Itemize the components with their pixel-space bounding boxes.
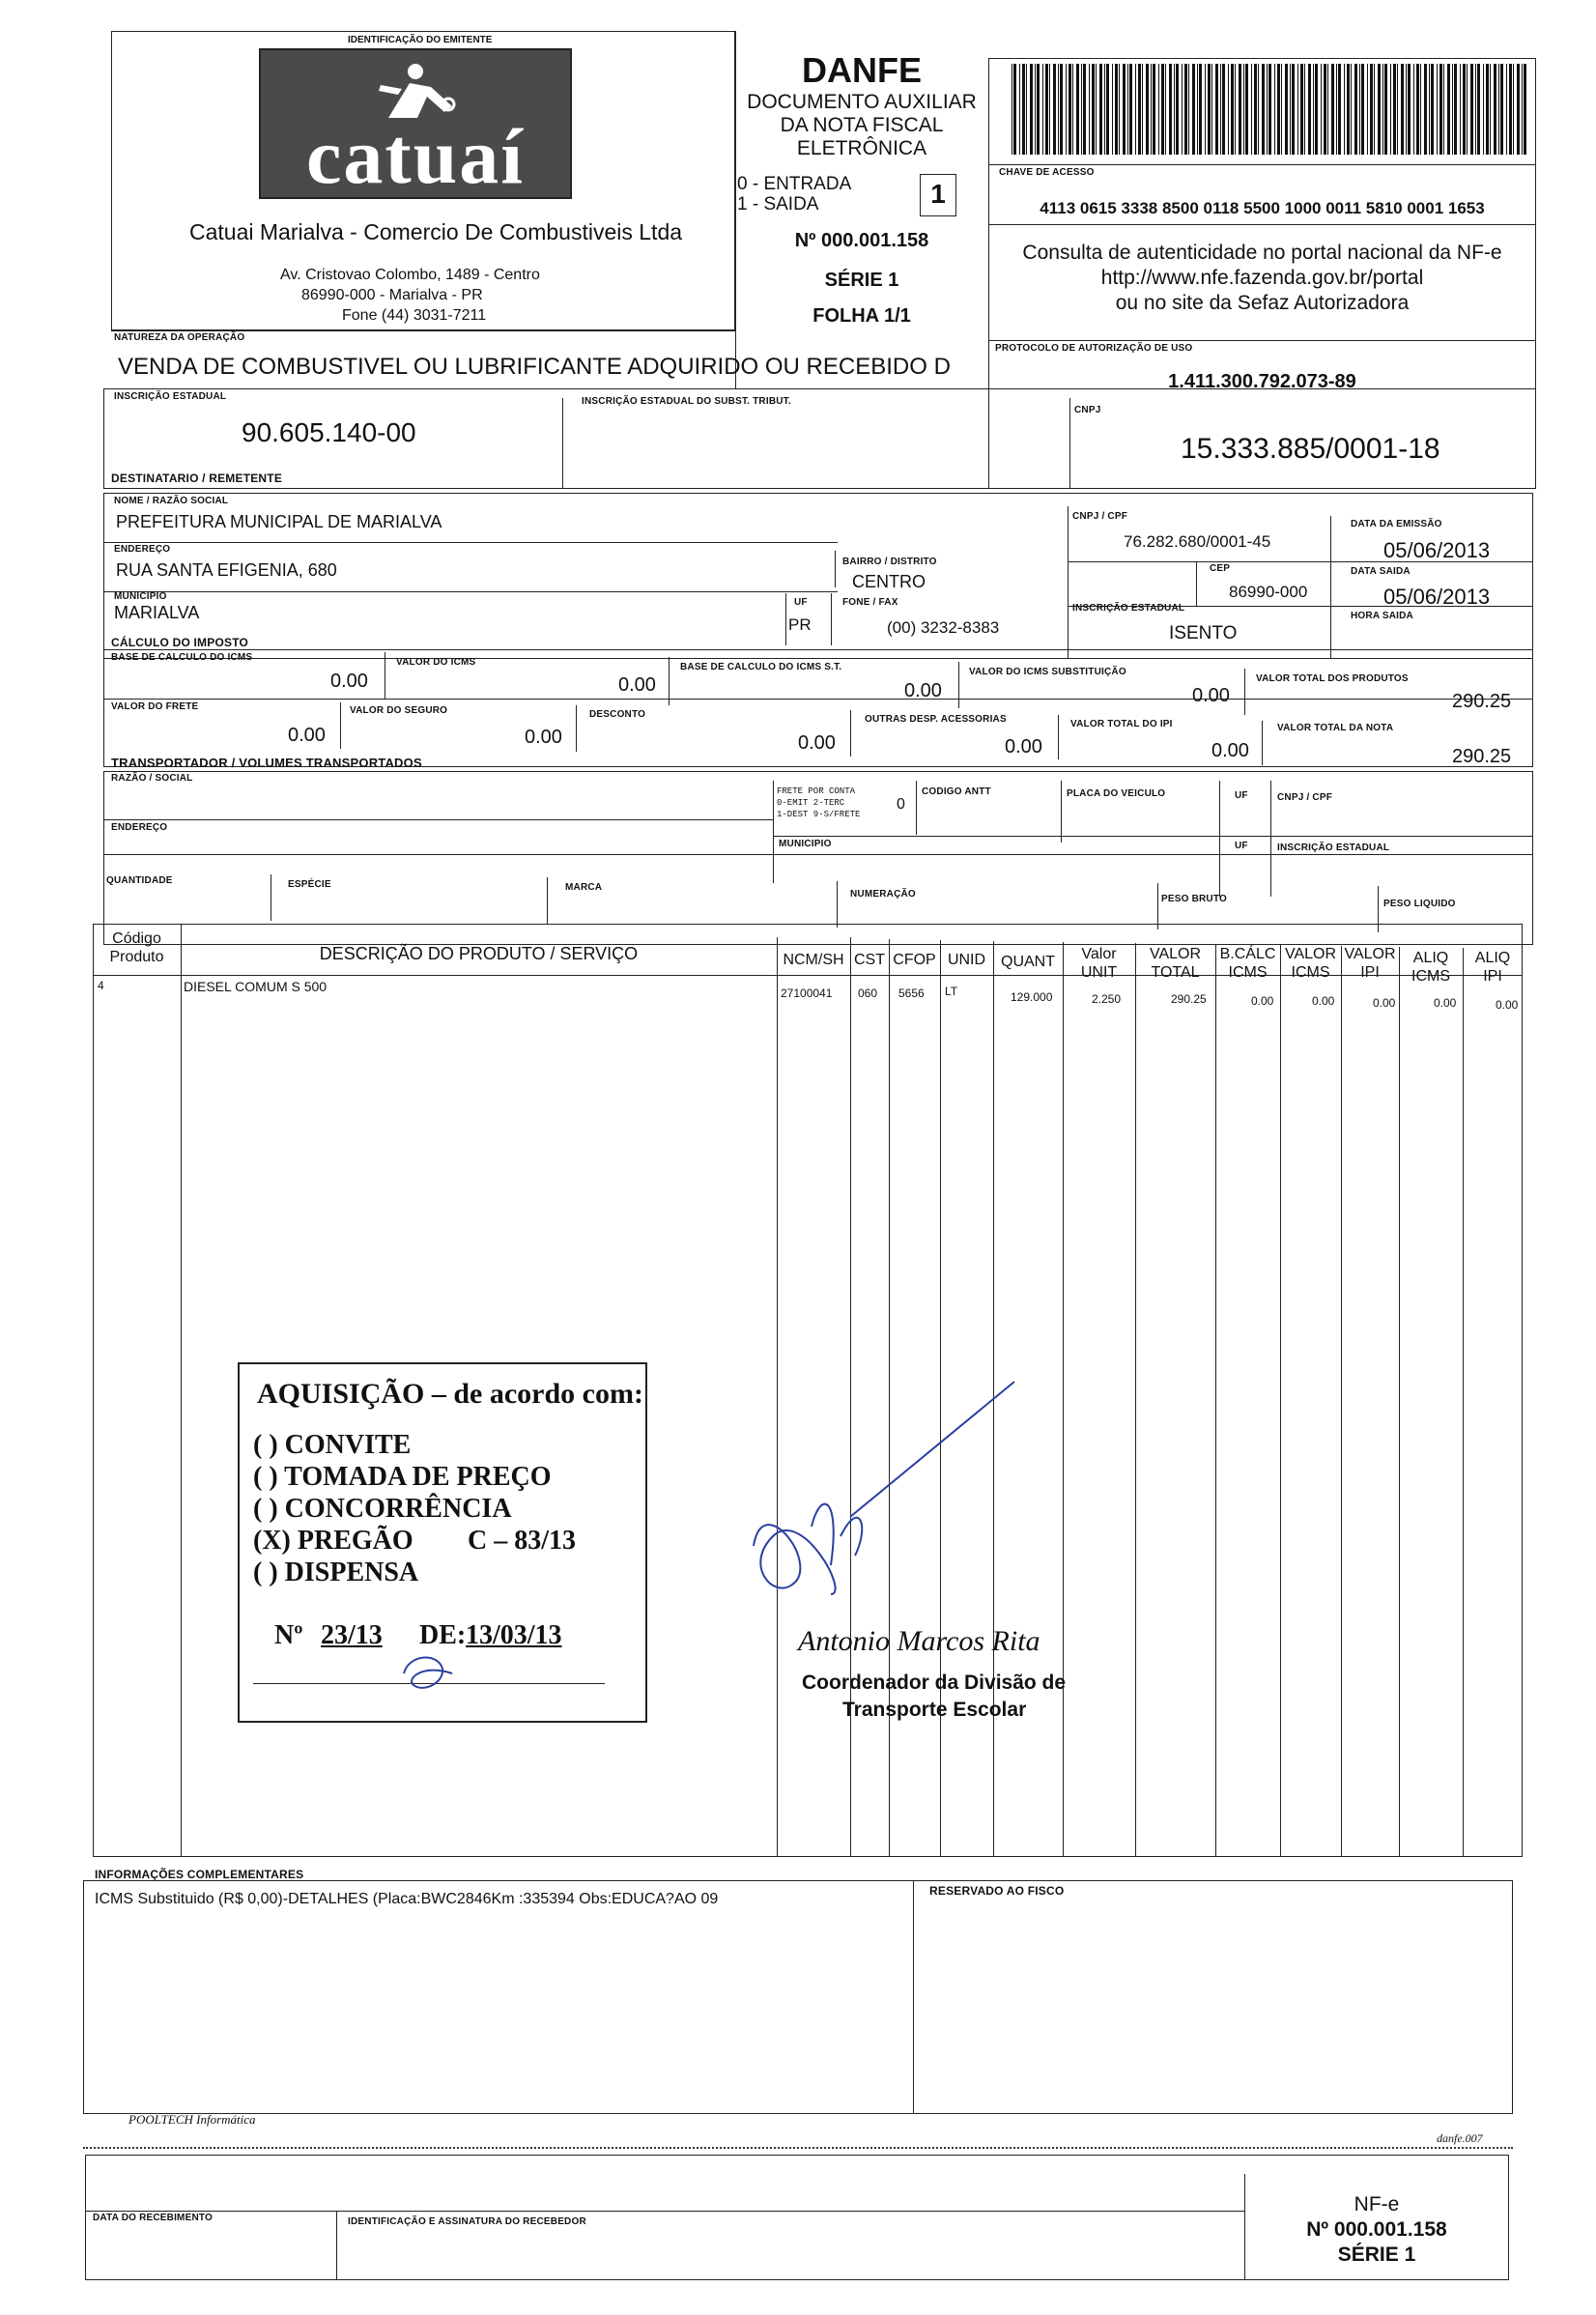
complementares-box	[83, 1880, 1513, 2114]
trans-ie-label: INSCRIÇÃO ESTADUAL	[1277, 843, 1390, 853]
signature-name: Antonio Marcos Rita	[798, 1625, 1040, 1657]
item-codigo: 4	[98, 979, 104, 992]
chave-value: 4113 0615 3338 8500 0118 5500 1000 0011 5810 0001 1653	[1040, 199, 1485, 217]
chave-consulta-1: Consulta de autenticidade no portal nacional da NF-e	[1022, 242, 1502, 264]
danfe-subtitle-3: ELETRÔNICA	[796, 137, 927, 159]
antt-label: CODIGO ANTT	[922, 786, 991, 797]
stamp-num: 23/13	[321, 1620, 383, 1650]
nome-label: NOME / RAZÃO SOCIAL	[114, 496, 229, 506]
stamp-de-label: DE:	[419, 1620, 467, 1650]
frete-value: 0.00	[288, 725, 326, 746]
canhoto-serie: SÉRIE 1	[1337, 2244, 1416, 2266]
danfe-tipo: 1	[930, 179, 946, 209]
logo-wordmark: catuaí	[305, 112, 526, 200]
fone-label: FONE / FAX	[842, 597, 898, 608]
ie-st-label: INSCRIÇÃO ESTADUAL DO SUBST. TRIBUT.	[582, 396, 791, 407]
v-icms-value: 0.00	[618, 674, 656, 696]
emitente-address: Av. Cristovao Colombo, 1489 - Centro	[280, 267, 540, 283]
uf-value: PR	[788, 615, 812, 634]
emitente-city: 86990-000 - Marialva - PR	[301, 287, 483, 303]
danfe-code: danfe.007	[1437, 2131, 1483, 2145]
data-recebimento-label: DATA DO RECEBIMENTO	[93, 2213, 213, 2223]
endereco-value: RUA SANTA EFIGENIA, 680	[116, 560, 337, 580]
emissao-value: 05/06/2013	[1383, 538, 1491, 562]
chave-label: CHAVE DE ACESSO	[999, 167, 1095, 178]
uf-label: UF	[794, 597, 808, 608]
trans-cnpj-label: CNPJ / CPF	[1277, 792, 1333, 803]
dest-ie-label: INSCRIÇÃO ESTADUAL	[1072, 603, 1185, 614]
destinatario-section-label: DESTINATARIO / REMETENTE	[111, 472, 283, 485]
frete-label: VALOR DO FRETE	[111, 701, 199, 712]
stamp-num-label: Nº	[274, 1620, 303, 1650]
marca-label: MARCA	[565, 882, 603, 893]
danfe-subtitle-1: DOCUMENTO AUXILIAR	[747, 91, 977, 113]
frete-conta-3: 1-DEST 9-S/FRETE	[777, 810, 861, 819]
canhoto-numero: Nº 000.001.158	[1306, 2218, 1447, 2241]
quantidade-label: QUANTIDADE	[106, 875, 173, 886]
chave-consulta-2: http://www.nfe.fazenda.gov.br/portal	[1100, 267, 1424, 289]
ipi-label: VALOR TOTAL DO IPI	[1070, 719, 1173, 729]
fisco-label: RESERVADO AO FISCO	[929, 1884, 1065, 1898]
col-header-vtotal: VALOR TOTAL	[1149, 946, 1202, 981]
nome-value: PREFEITURA MUNICIPAL DE MARIALVA	[116, 512, 442, 531]
item-vicms: 0.00	[1312, 994, 1335, 1008]
danfe-numero: Nº 000.001.158	[794, 230, 929, 251]
dest-cnpj-value: 76.282.680/0001-45	[1124, 532, 1271, 551]
bc-icms-label: BASE DE CALCULO DO ICMS	[111, 652, 253, 663]
peso-bruto-label: PESO BRUTO	[1161, 894, 1227, 904]
cut-line	[83, 2147, 1513, 2149]
bc-st-value: 0.00	[904, 680, 942, 701]
desconto-label: DESCONTO	[589, 709, 646, 720]
item-aipi: 0.00	[1496, 998, 1519, 1012]
col-header-cst: CST	[854, 952, 885, 968]
complementares-text: ICMS Substituido (R$ 0,00)-DETALHES (Placa:BWC2846Km :335394 Obs:EDUCA?AO 09	[95, 1891, 719, 1907]
trans-municipio-label: MUNICIPIO	[779, 839, 832, 849]
signature-title-1: Coordenador da Divisão de	[802, 1672, 1067, 1694]
item-bc: 0.00	[1251, 994, 1274, 1008]
ie-label: INSCRIÇÃO ESTADUAL	[114, 391, 227, 402]
item-ncm: 27100041	[781, 986, 833, 1000]
trans-uf2-label: UF	[1235, 841, 1248, 851]
desconto-value: 0.00	[798, 732, 836, 754]
stamp-opt-convite: ( ) CONVITE	[253, 1430, 412, 1460]
v-st-label: VALOR DO ICMS SUBSTITUIÇÃO	[969, 667, 1126, 677]
col-header-vipi: VALOR IPI	[1344, 946, 1396, 981]
item-vtotal: 290.25	[1171, 992, 1207, 1006]
v-nota-value: 290.25	[1452, 746, 1512, 767]
danfe-subtitle-2: DA NOTA FISCAL	[780, 114, 944, 136]
municipio-label: MUNICIPIO	[114, 591, 167, 602]
stamp-opt-dispensa: ( ) DISPENSA	[253, 1558, 419, 1587]
bc-st-label: BASE DE CALCULO DO ICMS S.T.	[680, 662, 842, 672]
col-header-descricao: DESCRIÇÃO DO PRODUTO / SERVIÇO	[319, 944, 639, 963]
stamp-opt-concorrencia: ( ) CONCORRÊNCIA	[253, 1494, 512, 1524]
stamp-opt-pregao: (X) PREGÃO	[253, 1526, 413, 1556]
stamp-pregao-num: C – 83/13	[468, 1526, 576, 1556]
transportador-section-label: TRANSPORTADOR / VOLUMES TRANSPORTADOS	[111, 756, 422, 770]
endereco-label: ENDEREÇO	[114, 544, 171, 555]
item-cst: 060	[858, 986, 878, 1000]
item-aicms: 0.00	[1434, 996, 1457, 1010]
ie-value: 90.605.140-00	[242, 417, 416, 447]
chave-consulta-3: ou no site da Sefaz Autorizadora	[1115, 292, 1410, 314]
bairro-label: BAIRRO / DISTRITO	[842, 557, 937, 567]
software-credit: POOLTECH Informática	[128, 2112, 256, 2127]
municipio-value: MARIALVA	[114, 603, 200, 622]
cep-label: CEP	[1210, 563, 1231, 574]
fone-value: (00) 3232-8383	[887, 618, 1000, 637]
emitente-section-label: IDENTIFICAÇÃO DO EMITENTE	[344, 35, 496, 45]
imposto-section-label: CÁLCULO DO IMPOSTO	[111, 636, 249, 649]
danfe-entrada: 0 - ENTRADA	[737, 174, 852, 194]
cnpj-value: 15.333.885/0001-18	[1181, 433, 1440, 465]
stamp-opt-tomada: ( ) TOMADA DE PREÇO	[253, 1462, 552, 1492]
v-prod-label: VALOR TOTAL DOS PRODUTOS	[1256, 673, 1409, 684]
emissao-label: DATA DA EMISSÃO	[1351, 519, 1442, 529]
ipi-value: 0.00	[1211, 740, 1249, 761]
peso-liquido-label: PESO LIQUIDO	[1383, 899, 1456, 909]
natureza-label: NATUREZA DA OPERAÇÃO	[114, 332, 245, 343]
outras-value: 0.00	[1005, 736, 1042, 757]
company-logo	[259, 48, 572, 199]
saida-label: DATA SAIDA	[1351, 566, 1411, 577]
signature-title-2: Transporte Escolar	[842, 1699, 1027, 1721]
cep-value: 86990-000	[1229, 583, 1308, 601]
item-quant: 129.000	[1011, 990, 1053, 1004]
item-descricao: DIESEL COMUM S 500	[184, 979, 328, 994]
protocolo-label: PROTOCOLO DE AUTORIZAÇÃO DE USO	[995, 343, 1193, 354]
frete-conta-value: 0	[897, 796, 905, 813]
item-cfop: 5656	[898, 986, 925, 1000]
v-nota-label: VALOR TOTAL DA NOTA	[1277, 723, 1394, 733]
col-header-aicms: ALIQ ICMS	[1411, 950, 1450, 985]
cnpj-label: CNPJ	[1074, 405, 1101, 415]
danfe-title: DANFE	[802, 50, 922, 90]
trans-uf-label: UF	[1235, 790, 1248, 801]
bairro-value: CENTRO	[852, 572, 926, 591]
col-header-ncm: NCM/SH	[783, 952, 844, 968]
item-vipi: 0.00	[1373, 996, 1396, 1010]
natureza-value: VENDA DE COMBUSTIVEL OU LUBRIFICANTE ADQUIRIDO OU RECEBIDO D	[118, 354, 951, 380]
saida-value: 05/06/2013	[1383, 585, 1491, 609]
numeracao-label: NUMERAÇÃO	[850, 889, 916, 900]
emitente-phone: Fone (44) 3031-7211	[342, 307, 487, 324]
hora-label: HORA SAIDA	[1351, 611, 1413, 621]
dest-cnpj-label: CNPJ / CPF	[1072, 511, 1128, 522]
item-unid: LT	[945, 985, 958, 998]
col-header-codigo: Código Produto	[109, 930, 164, 965]
col-header-quant: QUANT	[1001, 954, 1055, 970]
v-icms-label: VALOR DO ICMS	[396, 657, 476, 668]
canhoto-nfe: NF-e	[1354, 2193, 1400, 2215]
signature-scribble	[734, 1372, 1082, 1604]
col-header-vicms: VALOR ICMS	[1284, 946, 1337, 981]
outras-label: OUTRAS DESP. ACESSORIAS	[865, 714, 1007, 725]
initials-scribble	[385, 1644, 471, 1702]
dest-ie-value: ISENTO	[1169, 623, 1238, 643]
especie-label: ESPÉCIE	[288, 879, 331, 890]
seguro-value: 0.00	[525, 727, 562, 748]
seguro-label: VALOR DO SEGURO	[350, 705, 448, 716]
placa-label: PLACA DO VEICULO	[1067, 788, 1166, 799]
danfe-saida: 1 - SAIDA	[737, 194, 819, 214]
col-header-aipi: ALIQ IPI	[1474, 950, 1511, 985]
stamp-title: AQUISIÇÃO – de acordo com:	[257, 1378, 643, 1410]
col-header-bc: B.CÁLC ICMS	[1219, 946, 1276, 981]
danfe-serie: SÉRIE 1	[824, 270, 899, 291]
identificacao-label: IDENTIFICAÇÃO E ASSINATURA DO RECEBEDOR	[348, 2216, 586, 2227]
stamp-de: 13/03/13	[466, 1620, 562, 1650]
danfe-folha: FOLHA 1/1	[812, 305, 911, 327]
v-prod-value: 290.25	[1452, 691, 1512, 712]
v-st-value: 0.00	[1192, 685, 1230, 706]
complementares-label: INFORMAÇÕES COMPLEMENTARES	[95, 1868, 304, 1881]
col-header-unid: UNID	[947, 952, 986, 968]
protocolo-value: 1.411.300.792.073-89	[1168, 371, 1356, 392]
razao-label: RAZÃO / SOCIAL	[111, 773, 193, 784]
frete-conta-2: 0-EMIT 2-TERC	[777, 798, 845, 808]
aquisicao-stamp	[238, 1362, 647, 1723]
bc-icms-value: 0.00	[330, 671, 368, 692]
col-header-cfop: CFOP	[893, 952, 936, 968]
emitente-name: Catuai Marialva - Comercio De Combustiveis Ltda	[189, 219, 683, 244]
trans-endereco-label: ENDEREÇO	[111, 822, 168, 833]
barcode-icon	[1010, 62, 1531, 158]
item-vunit: 2.250	[1092, 992, 1122, 1006]
frete-conta-1: FRETE POR CONTA	[777, 786, 856, 796]
col-header-vunit: Valor UNIT	[1080, 946, 1118, 981]
